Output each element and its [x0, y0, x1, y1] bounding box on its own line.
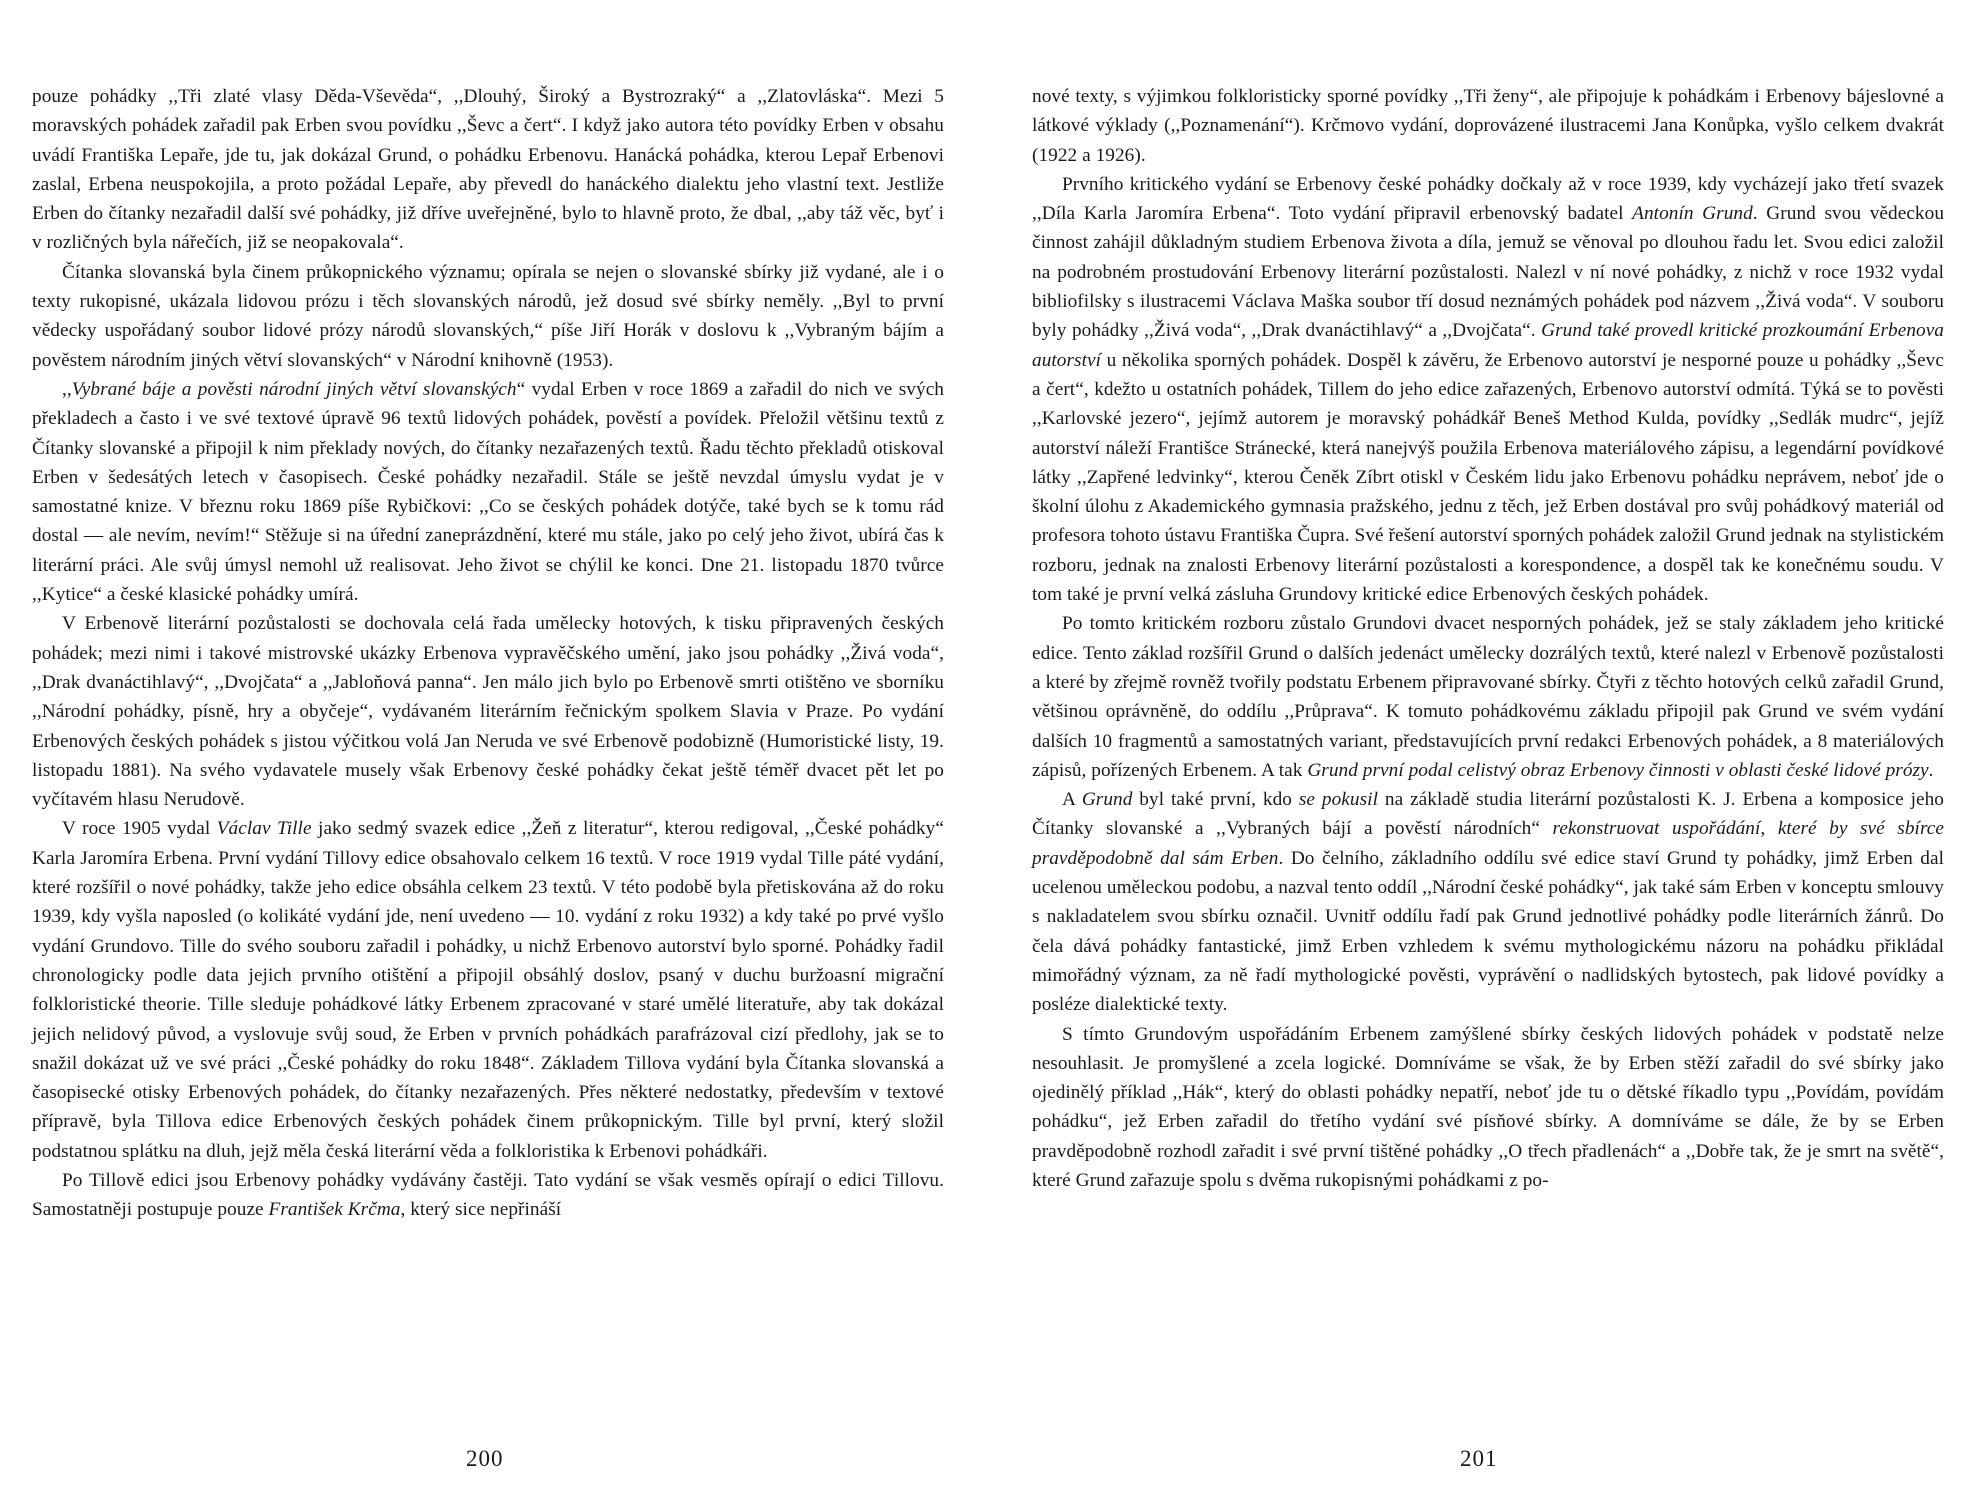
page-number-left: 200 [466, 1446, 504, 1471]
paragraph: ,,Vybrané báje a pověsti národní jiných větví slovanských“ vydal Erben v roce 1869 a zařadil do nich ve svých překladech a často i ve své textové úpravě 96 textů lidových pohádek, pověstí a povídek. Přeložil většinu textů z Čítanky slovanské a připojil k nim překlady nových, do čítanky nezařazených textů. Řadu těchto překladů otiskoval Erben v šedesátých letech v časopisech. České pohádky nezařadil. Stále se ještě nevzdal úmyslu vydat je v samostatné knize. V březnu roku 1869 píše Rybičkovi: ,,Co se českých pohádek dotýče, také bych se k tomu rád dostal — ale nevím, nevím!“ Stěžuje si na úřední zaneprázdnění, které mu stále, jako po celý jeho život, ubírá čas k literární práci. Ale svůj úmysl nemohl už realisovat. Jeho život se chýlil ke konci. Dne 21. listopadu 1870 tvůrce ,,Kytice“ a české klasické pohádky umírá. [32, 378, 944, 606]
paragraph: Prvního kritického vydání se Erbenovy české pohádky dočkaly až v roce 1939, kdy vycházejí jako třetí svazek ,,Díla Karla Jaromíra Erbena“. Toto vydání připravil erbenovský badatel Antonín Grund. Grund svou vědeckou činnost zahájil důkladným studiem Erbenova života a díla, jemuž se věnoval po dlouhou řadu let. Svou edici založil na podrobném prostudování Erbenovy literární pozůstalosti. Nalezl v ní nové pohádky, z nichž v roce 1932 vydal bibliofilsky s ilustracemi Václava Maška soubor tří dosud neznámých pohádek pod názvem ,,Živá voda“. V souboru byly pohádky ,,Živá voda“, ,,Drak dvanáctihlavý“ a ,,Dvojčata“. Grund také provedl kritické prozkoumání Erbenova autorství u několika sporných pohádek. Dospěl k závěru, že Erbenovo autorství je nesporné pouze u pohádky ,,Ševc a čert“, kdežto u ostatních pohádek, Tillem do jeho edice zařazených, Erbenovo autorství odmítá. Týká se to pověsti ,,Karlovské jezero“, jejímž autorem je moravský pohádkář Beneš Method Kulda, povídky ,,Sedlák mudrc“, jejíž autorství náleží Františce Stránecké, která nanejvýš použila Erbenova materiálového zápisu, a legendární povídkové látky ,,Zapřené ledvinky“, kterou Čeněk Zíbrt otiskl v Českém lidu jako Erbenovu pohádku neprávem, neboť jde o školní úlohu z Akademického gymnasia pražského, jednu z těch, jež Erben dostával pro svůj pohádkový materiál od profesora tohoto ústavu Františka Čupra. Své řešení autorství sporných pohádek založil Grund jednak na stylistickém rozboru, jednak na znalosti Erbenovy literární pozůstalosti a korespondence, a dospěl tak ke konečnému soudu. V tom také je první velká zásluha Grundovy kritické edice Erbenových českých pohádek. [1032, 173, 1945, 606]
paragraph: Po Tillově edici jsou Erbenovy pohádky vydávány častěji. Tato vydání se však vesměs opírají o edici Tillovu. Samostatněji postupuje pouze František Krčma, který sice nepřináší [32, 1169, 944, 1221]
paragraph: A Grund byl také první, kdo se pokusil na základě studia literární pozůstalosti K. J. Erbena a komposice jeho Čítanky slovanské a ,,Vybraných bájí a pověstí národních“ rekonstruovat uspořádání, které by své sbírce pravděpodobně dal sám Erben. Do čelního, základního oddílu své edice staví Grund ty pohádky, jimž Erben dal ucelenou uměleckou podobu, a nazval tento oddíl ,,Národní české pohádky“, jak také sám Erben v konceptu smlouvy s nakladatelem svou sbírku označil. Uvnitř oddílu řadí pak Grund jednotlivé pohádky podle literárních žánrů. Do čela dává pohádky fantastické, jimž Erben vzhledem k svému mythologickému názoru na pohádku přikládal mimořádný význam, za ně řadí mythologické pověsti, vyprávění o nadlidských bytostech, pak lidové povídky a posléze dialektické texty. [1032, 789, 1944, 1016]
paragraph: V Erbenově literární pozůstalosti se dochovala celá řada umělecky hotových, k tisku připravených českých pohádek; mezi nimi i takové mistrovské ukázky Erbenova vypravěčského umění, jako jsou pohádky ,,Živá voda“, ,,Drak dvanáctihlavý“, ,,Dvojčata“ a ,,Jabloňová panna“. Jen málo jich bylo po Erbenově smrti otištěno ve sborníku ,,Národní pohádky, písně, hry a obyčeje“, vydávaném literárním řečnickým spolkem Slavia v Praze. Po vydání Erbenových českých pohádek s jistou výčitkou volá Jan Neruda ve své Erbenově podobizně (Humoristické listy, 19. listopadu 1881). Na svého vydavatele musely však Erbenovy české pohádky čekat ještě téměř dvacet pět let po vyčítavém hlasu Nerudově. [32, 613, 944, 811]
paragraph: S tímto Grundovým uspořádáním Erbenem zamýšlené sbírky českých lidových pohádek v podstatě nelze nesouhlasit. Je promyšlené a zcela logické. Domníváme se však, že by Erben stěží zařadil do své sbírky jako ojedinělý příklad ,,Hák“, který do oblasti pohádky nepatří, neboť jde tu o dětské říkadlo typu ,,Povídám, povídám pohádku“, jež Erben zařadil do třetího vydání své písňové sbírky. A domníváme se dále, že by se Erben pravděpodobně rozhodl zařadit i své první tištěné pohádky ,,O třech přadlenách“ a ,,Dobře tak, že je smrt na světě“, které Grund zařazuje spolu s dvěma rukopisnými pohádkami z po- [1032, 1023, 1944, 1191]
left-page [32, 82, 944, 1225]
right-page [1032, 82, 1944, 1195]
paragraph: Čítanka slovanská byla činem průkopnického významu; opírala se nejen o slovanské sbírky již vydané, ale i o texty rukopisné, ukázala lidovou prózu i těch slovanských národů, jež dosud své sbírky neměly. ,,Byl to první vědecky uspořádaný soubor lidové prózy národů slovanských,“ píše Jiří Horák v doslovu k ,,Vybraným bájím a pověstem národním jiných větví slovanských“ v Národní knihovně (1953). [32, 261, 944, 371]
paragraph: nové texty, s výjimkou folkloristicky sporné povídky ,,Tři ženy“, ale připojuje k pohádkám i Erbenovy bájeslovné a látkové výklady (,,Poznamenání“). Krčmovo vydání, doprovázené ilustracemi Jana Konůpka, vyšlo celkem dvakrát (1922 a 1926). [1032, 86, 1944, 166]
page-number-right: 201 [1460, 1446, 1498, 1471]
paragraph: V roce 1905 vydal Václav Tille jako sedmý svazek edice ,,Žeň z literatur“, kterou redigoval, ,,České pohádky“ Karla Jaromíra Erbena. První vydání Tillovy edice obsahovalo celkem 16 textů. V roce 1919 vydal Tille páté vydání, které rozšířil o nové pohádky, takže jeho edice obsáhla celkem 23 textů. V této podobě byla přetiskována až do roku 1939, kdy vyšla naposled (o kolikáté vydání jde, není uvedeno — 10. vydání z roku 1932) a kdy také po prvé vyšlo vydání Grundovo. Tille do svého souboru zařadil i pohádky, u nichž Erbenovo autorství bylo sporné. Pohádky řadil chronologicky podle data jejich prvního otištění a připojil obsáhlý doslov, psaný v duchu buržoasní migrační folkloristické theorie. Tille sleduje pohádkové látky Erbenem zpracované v staré umělé literatuře, aby tak dokázal jejich nelidový původ, a vyslovuje svůj soud, že Erben v prvních pohádkách parafrázoval cizí předlohy, jak se to snažil dokázat už ve své práci ,,České pohádky do roku 1848“. Základem Tillova vydání byla Čítanka slovanská a časopisecké otisky Erbenových pohádek, do čítanky nezařazených. Přes některé nedostatky, především v textové přípravě, byla Tillova edice Erbenových českých pohádek činem průkopnickým. Tille byl první, který složil podstatnou splátku na dluh, jejž měla česká literární věda a folkloristika k Erbenovi pohádkáři. [32, 818, 944, 1162]
paragraph: pouze pohádky ,,Tři zlaté vlasy Děda-Vševěda“, ,,Dlouhý, Široký a Bystrozraký“ a ,,Zlatovláska“. Mezi 5 moravských pohádek zařadil pak Erben svou povídku ,,Ševc a čert“. I když jako autora této povídky Erben v obsahu uvádí Františka Lepaře, jde tu, jak dokázal Grund, o pohádku Erbenovu. Hanácká pohádka, kterou Lepař Erbenovi zaslal, Erbena neuspokojila, a proto požádal Lepaře, aby převedl do hanáckého dialektu jeho vlastní text. Jestliže Erben do čítanky nezařadil další své pohádky, již dříve uveřejněné, bylo to hlavně proto, že dbal, ,,aby táž věc, byť i v rozličných byla nářečích, již se neopakovala“. [32, 86, 944, 254]
paragraph: Po tomto kritickém rozboru zůstalo Grundovi dvacet nesporných pohádek, jež se staly základem jeho kritické edice. Tento základ rozšířil Grund o dalších jedenáct umělecky dozrálých textů, které nalezl v Erbenově pozůstalosti a které by zřejmě rovněž tvořily podstatu Erbenem připravované sbírky. Čtyři z těchto hotových celků zařadil Grund, většinou oprávněně, do oddílu ,,Průprava“. K tomuto pohádkovému základu připojil pak Grund ve svém vydání dalších 10 fragmentů a samostatných variant, představujících první redakci Erbenových pohádek, a 8 materiálových zápisů, pořízených Erbenem. A tak Grund první podal celistvý obraz Erbenovy činnosti v oblasti české lidové prózy. [1032, 613, 1944, 781]
